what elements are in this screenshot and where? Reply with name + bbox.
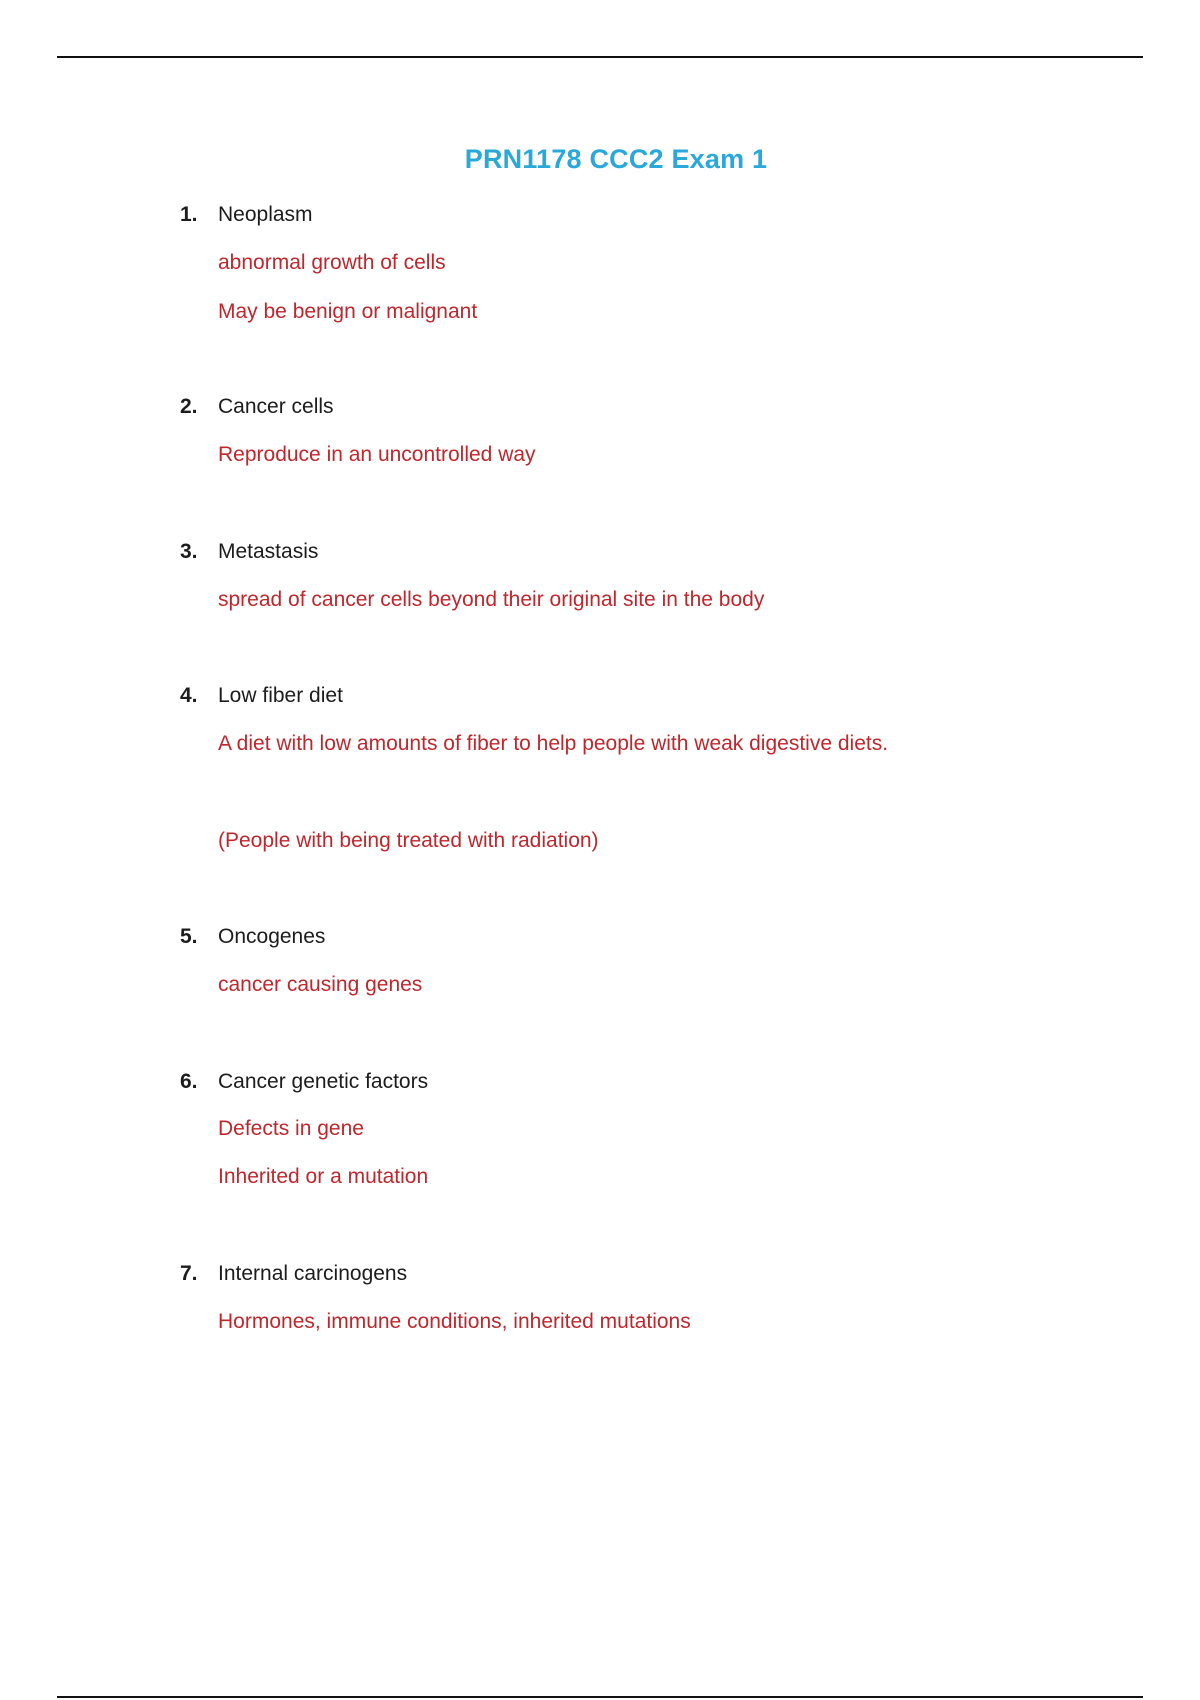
answer-text: May be benign or malignant [218, 300, 478, 323]
item-number: 3. [180, 540, 198, 563]
answer-text: Hormones, immune conditions, inherited mutations [218, 1310, 691, 1333]
answer-text: Inherited or a mutation [218, 1165, 429, 1188]
item-number: 4. [180, 684, 198, 707]
item-number: 1. [180, 203, 198, 226]
answer-text: Reproduce in an uncontrolled way [218, 443, 536, 466]
document-title: PRN1178 CCC2 Exam 1 [464, 144, 768, 174]
footer-rule [57, 1696, 1143, 1698]
item-term: Neoplasm [218, 203, 313, 226]
answer-text: cancer causing genes [218, 973, 423, 996]
header-rule [57, 56, 1143, 58]
answer-text: spread of cancer cells beyond their original site in the body [218, 588, 765, 611]
item-number: 7. [180, 1262, 198, 1285]
answer-text: abnormal growth of cells [218, 251, 446, 274]
item-number: 5. [180, 925, 198, 948]
item-number: 6. [180, 1070, 198, 1093]
item-term: Cancer cells [218, 395, 334, 418]
item-term: Internal carcinogens [218, 1262, 408, 1285]
item-term: Oncogenes [218, 925, 326, 948]
item-term: Low fiber diet [218, 684, 343, 707]
item-term: Metastasis [218, 540, 319, 563]
item-number: 2. [180, 395, 198, 418]
answer-text: (People with being treated with radiation) [218, 829, 599, 852]
answer-text: Defects in gene [218, 1117, 364, 1140]
item-term: Cancer genetic factors [218, 1070, 429, 1093]
answer-text: A diet with low amounts of fiber to help people with weak digestive diets. [218, 732, 889, 755]
